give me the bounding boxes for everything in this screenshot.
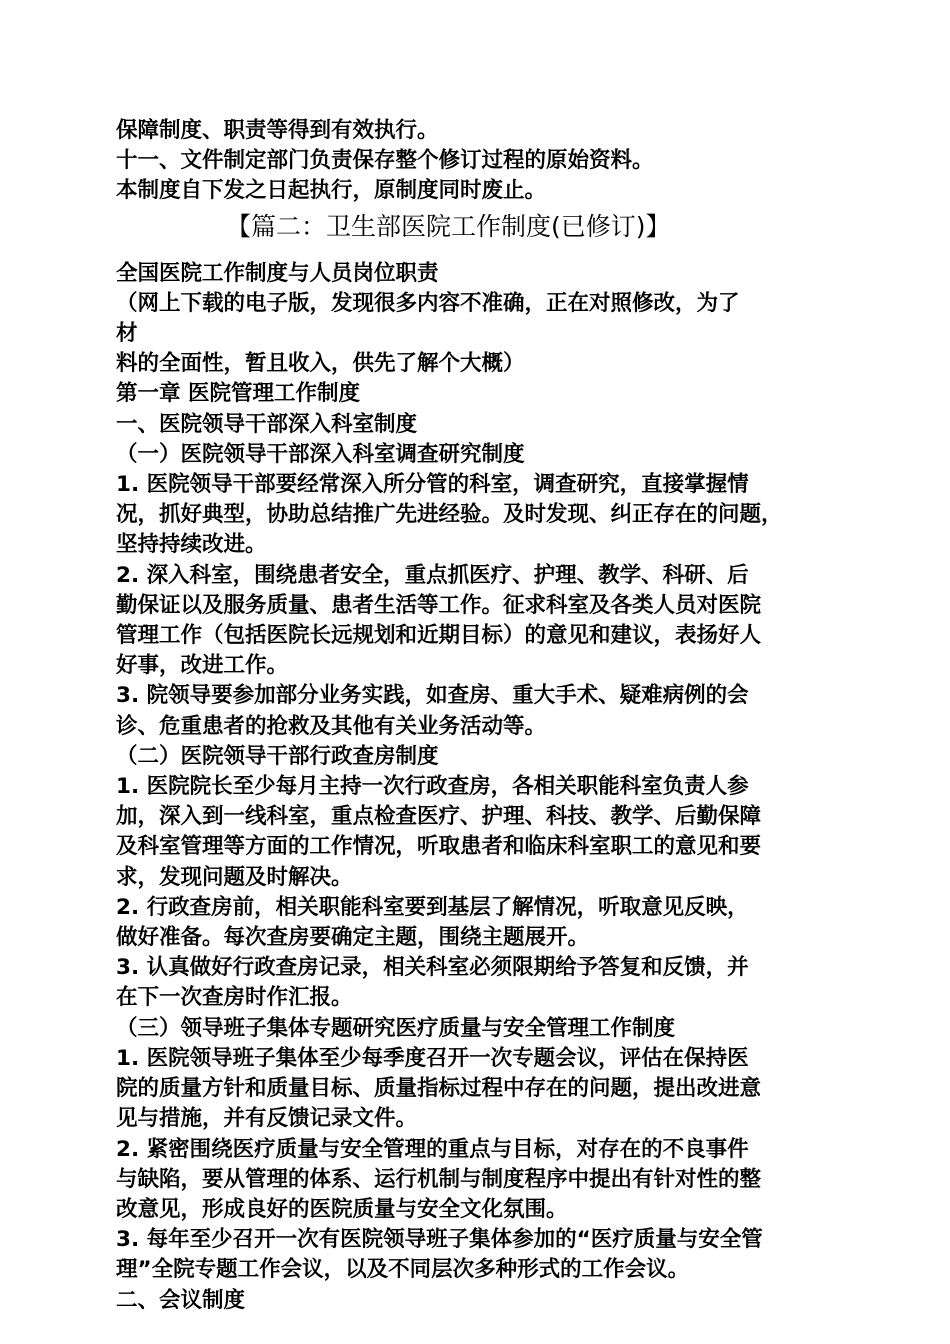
text-line: 料的全面性，暂且收入，供先了解个大概） — [116, 351, 525, 377]
intro-line: 十一、文件制定部门负责保存整个修订过程的原始资料。 — [116, 148, 654, 174]
text-line: 2. 行政查房前，相关职能科室要到基层了解情况，听取意见反映， — [116, 894, 749, 920]
document-page — [116, 116, 846, 1316]
subsection-heading: （二）医院领导干部行政查房制度 — [116, 743, 439, 769]
text-line: 全国医院工作制度与人员岗位职责 — [116, 260, 439, 286]
text-line: 3. 院领导要参加部分业务实践，如查房、重大手术、疑难病例的会 — [116, 683, 749, 709]
text-line: 做好准备。每次查房要确定主题，围绕主题展开。 — [116, 925, 590, 951]
text-line: 好事，改进工作。 — [116, 653, 289, 679]
text-line: 求，发现问题及时解决。 — [116, 864, 353, 890]
text-line: 理”全院专题工作会议，以及不同层次多种形式的工作会议。 — [116, 1257, 690, 1283]
section-heading: 二、会议制度 — [116, 1287, 246, 1313]
text-line: 勤保证以及服务质量、患者生活等工作。征求科室及各类人员对医院 — [116, 592, 762, 618]
text-line: 坚持持续改进。 — [116, 532, 267, 558]
text-line: 诊、危重患者的抢救及其他有关业务活动等。 — [116, 713, 547, 739]
subsection-heading: （三）领导班子集体专题研究医疗质量与安全管理工作制度 — [116, 1015, 676, 1041]
intro-line: 本制度自下发之日起执行，原制度同时废止。 — [116, 178, 547, 204]
text-line: 1. 医院领导干部要经常深入所分管的科室，调查研究，直接掌握情 — [116, 472, 749, 498]
text-line: 3. 认真做好行政查房记录，相关科室必须限期给予答复和反馈，并 — [116, 955, 749, 981]
text-line: 2. 紧密围绕医疗质量与安全管理的重点与目标，对存在的不良事件 — [116, 1136, 749, 1162]
text-line: 在下一次查房时作汇报。 — [116, 985, 353, 1011]
text-line: 2. 深入科室，围绕患者安全，重点抓医疗、护理、教学、科研、后 — [116, 562, 749, 588]
section-heading: 一、医院领导干部深入科室制度 — [116, 411, 418, 437]
text-line: 见与措施，并有反馈记录文件。 — [116, 1106, 418, 1132]
text-line: 及科室管理等方面的工作情况，听取患者和临床科室职工的意见和要 — [116, 834, 762, 860]
text-line: 加，深入到一线科室，重点检查医疗、护理、科技、教学、后勤保障 — [116, 804, 762, 830]
section-title: 【篇二：卫生部医院工作制度(已修订)】 — [226, 211, 671, 241]
text-line: 材 — [116, 321, 138, 347]
text-line: （网上下载的电子版，发现很多内容不准确，正在对照修改，为了 — [116, 290, 740, 316]
text-line: 与缺陷，要从管理的体系、运行机制与制度程序中提出有针对性的整 — [116, 1166, 762, 1192]
subsection-heading: （一）医院领导干部深入科室调查研究制度 — [116, 441, 525, 467]
text-line: 改意见，形成良好的医院质量与安全文化氛围。 — [116, 1196, 568, 1222]
text-line: 3. 每年至少召开一次有医院领导班子集体参加的“医疗质量与安全管 — [116, 1227, 763, 1253]
chapter-heading: 第一章 医院管理工作制度 — [116, 381, 360, 407]
text-line: 1. 医院领导班子集体至少每季度召开一次专题会议，评估在保持医 — [116, 1045, 749, 1071]
text-line: 1. 医院院长至少每月主持一次行政查房，各相关职能科室负责人参 — [116, 774, 749, 800]
text-line: 况，抓好典型，协助总结推广先进经验。及时发现、纠正存在的问题， — [116, 502, 783, 528]
intro-line: 保障制度、职责等得到有效执行。 — [116, 118, 439, 143]
text-line: 管理工作（包括医院长远规划和近期目标）的意见和建议，表扬好人 — [116, 623, 762, 649]
text-line: 院的质量方针和质量目标、质量指标过程中存在的问题，提出改进意 — [116, 1076, 762, 1102]
